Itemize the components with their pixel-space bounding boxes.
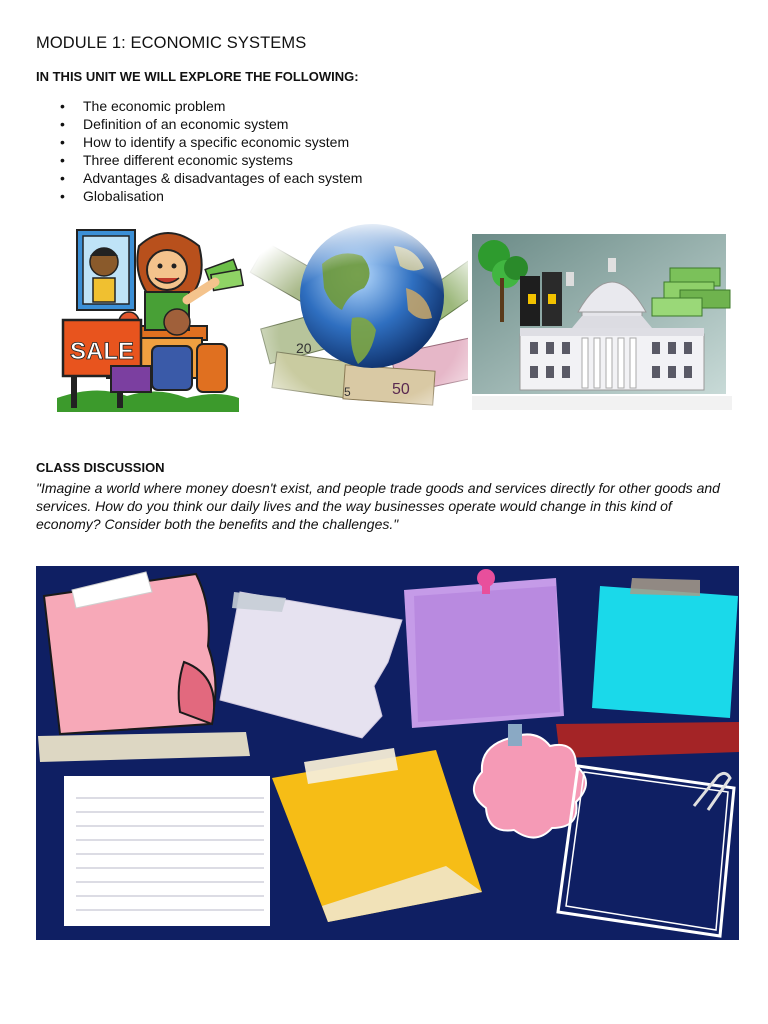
list-item: • How to identify a specific economic system: [60, 133, 362, 151]
globe-on-money-photo: [244, 218, 494, 410]
discussion-heading: CLASS DISCUSSION: [36, 460, 165, 475]
tape-piece: [630, 578, 700, 596]
discussion-prompt: "Imagine a world where money doesn't exist, and people trade goods and services directly for other goods and services. How do you think our daily lives and the way businesses operate would change in this kind of economy? Consider both the benefits and the challenges.": [36, 480, 720, 532]
garage-sale-illustration: [57, 226, 247, 412]
list-item: • Globalisation: [60, 187, 362, 205]
cyan-note: [592, 586, 738, 718]
list-item: • Advantages & disadvantages of each system: [60, 169, 362, 187]
sale-sign-text: SALE: [69, 338, 135, 365]
topic-list: [60, 97, 362, 205]
government-building-illustration: [466, 228, 746, 414]
list-item: • Three different economic systems: [60, 151, 362, 169]
tape-piece: [556, 722, 739, 758]
list-item: • The economic problem: [60, 97, 362, 115]
sticky-notes-board: [36, 566, 739, 940]
unit-heading: IN THIS UNIT WE WILL EXPLORE THE FOLLOWING:: [36, 69, 359, 84]
module-title: MODULE 1: ECONOMIC SYSTEMS: [36, 34, 307, 52]
list-item: • Definition of an economic system: [60, 115, 362, 133]
